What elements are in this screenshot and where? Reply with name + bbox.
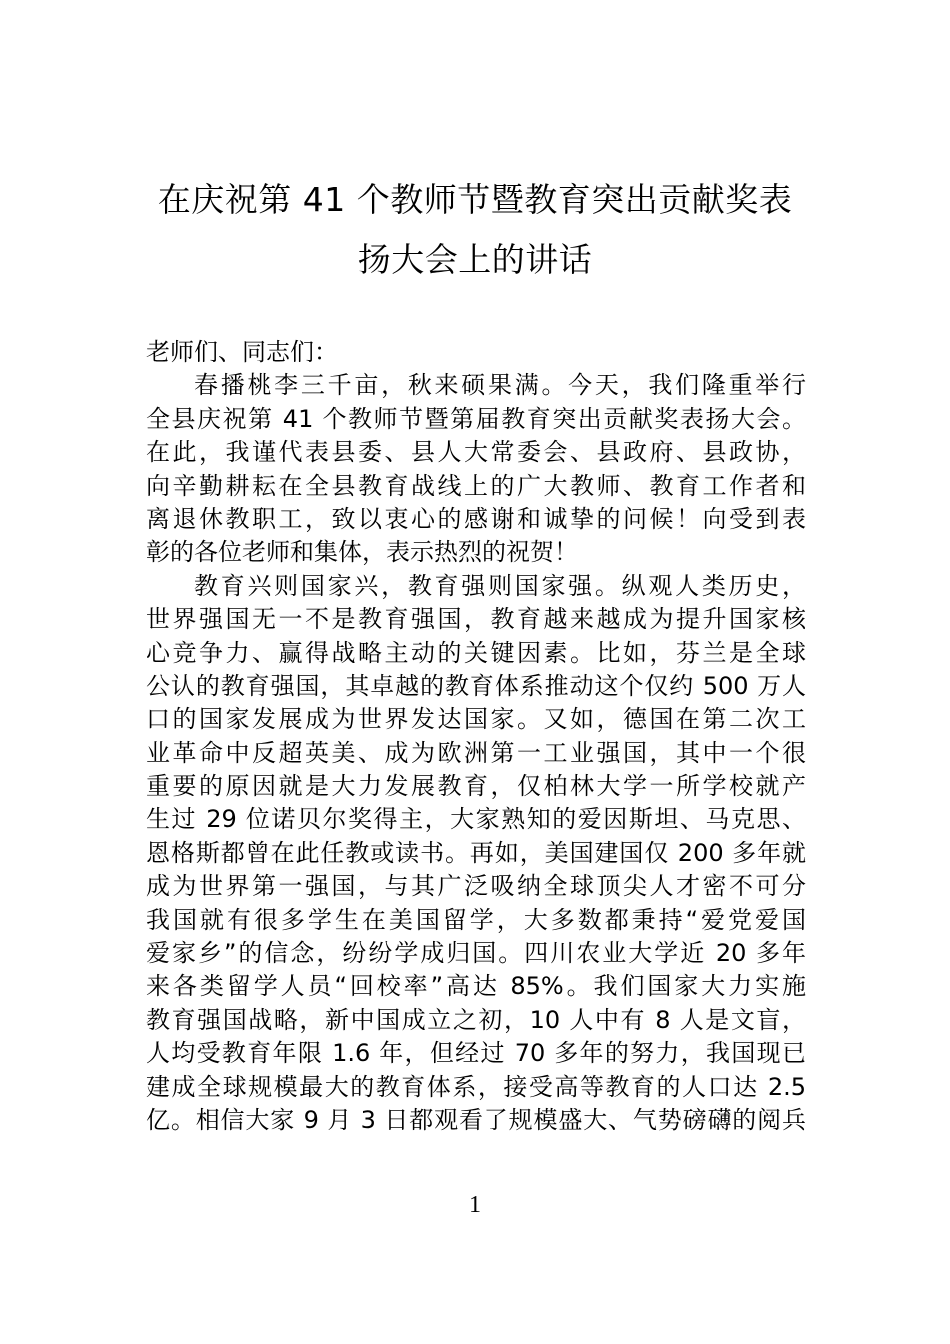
paragraph-line: 在此，我谨代表县委、县人大常委会、县政府、县政协， bbox=[146, 438, 806, 467]
paragraph-line: 春播桃李三千亩，秋来硕果满。今天，我们隆重举行 bbox=[194, 371, 806, 400]
paragraph-line: 成为世界第一强国，与其广泛吸纳全球顶尖人才密不可分 bbox=[146, 872, 806, 901]
paragraph-line: 向辛勤耕耘在全县教育战线上的广大教师、教育工作者和 bbox=[146, 471, 806, 500]
paragraph-line: 彰的各位老师和集体，表示热烈的祝贺！ bbox=[146, 538, 578, 567]
page-number: 1 bbox=[469, 1192, 481, 1218]
paragraph-line: 全县庆祝第 41 个教师节暨第届教育突出贡献奖表扬大会。 bbox=[146, 404, 806, 433]
paragraph-line: 公认的教育强国，其卓越的教育体系推动这个仅约 500 万人 bbox=[146, 671, 806, 700]
paragraph-line: 来各类留学人员“回校率”高达 85%。我们国家大力实施 bbox=[146, 972, 806, 1001]
paragraph-line: 恩格斯都曾在此任教或读书。再如，美国建国仅 200 多年就 bbox=[146, 838, 806, 867]
paragraph-line: 我国就有很多学生在美国留学，大多数都秉持“爱党爱国 bbox=[146, 905, 806, 934]
paragraph-line: 建成全球规模最大的教育体系，接受高等教育的人口达 2.5 bbox=[146, 1072, 806, 1101]
title-line-2: 扬大会上的讲话 bbox=[357, 240, 593, 279]
paragraph-line: 离退休教职工，致以衷心的感谢和诚挚的问候！向受到表 bbox=[146, 504, 806, 533]
paragraph-line: 重要的原因就是大力发展教育，仅柏林大学一所学校就产 bbox=[146, 772, 806, 801]
paragraph-line: 教育兴则国家兴，教育强则国家强。纵观人类历史， bbox=[194, 571, 806, 600]
paragraph-line: 爱家乡”的信念，纷纷学成归国。四川农业大学近 20 多年 bbox=[146, 939, 806, 968]
speech-body bbox=[146, 336, 806, 1137]
paragraph-line: 心竞争力、赢得战略主动的关键因素。比如，芬兰是全球 bbox=[146, 638, 806, 667]
salutation: 老师们、同志们： bbox=[146, 338, 338, 366]
paragraph-1 bbox=[146, 369, 806, 569]
paragraph-2 bbox=[146, 570, 806, 1138]
paragraph-line: 业革命中反超英美、成为欧洲第一工业强国，其中一个很 bbox=[146, 738, 806, 767]
paragraph-line: 世界强国无一不是教育强国，教育越来越成为提升国家核 bbox=[146, 605, 806, 634]
document-title bbox=[140, 170, 810, 290]
paragraph-line: 生过 29 位诺贝尔奖得主，大家熟知的爱因斯坦、马克思、 bbox=[146, 805, 806, 834]
title-line-1: 在庆祝第 41 个教师节暨教育突出贡献奖表 bbox=[157, 180, 793, 219]
paragraph-line: 人均受教育年限 1.6 年，但经过 70 多年的努力，我国现已 bbox=[146, 1039, 806, 1068]
paragraph-line: 口的国家发展成为世界发达国家。又如，德国在第二次工 bbox=[146, 705, 806, 734]
paragraph-line: 教育强国战略，新中国成立之初，10 人中有 8 人是文盲， bbox=[146, 1005, 806, 1034]
paragraph-line: 亿。相信大家 9 月 3 日都观看了规模盛大、气势磅礴的阅兵 bbox=[146, 1105, 806, 1134]
